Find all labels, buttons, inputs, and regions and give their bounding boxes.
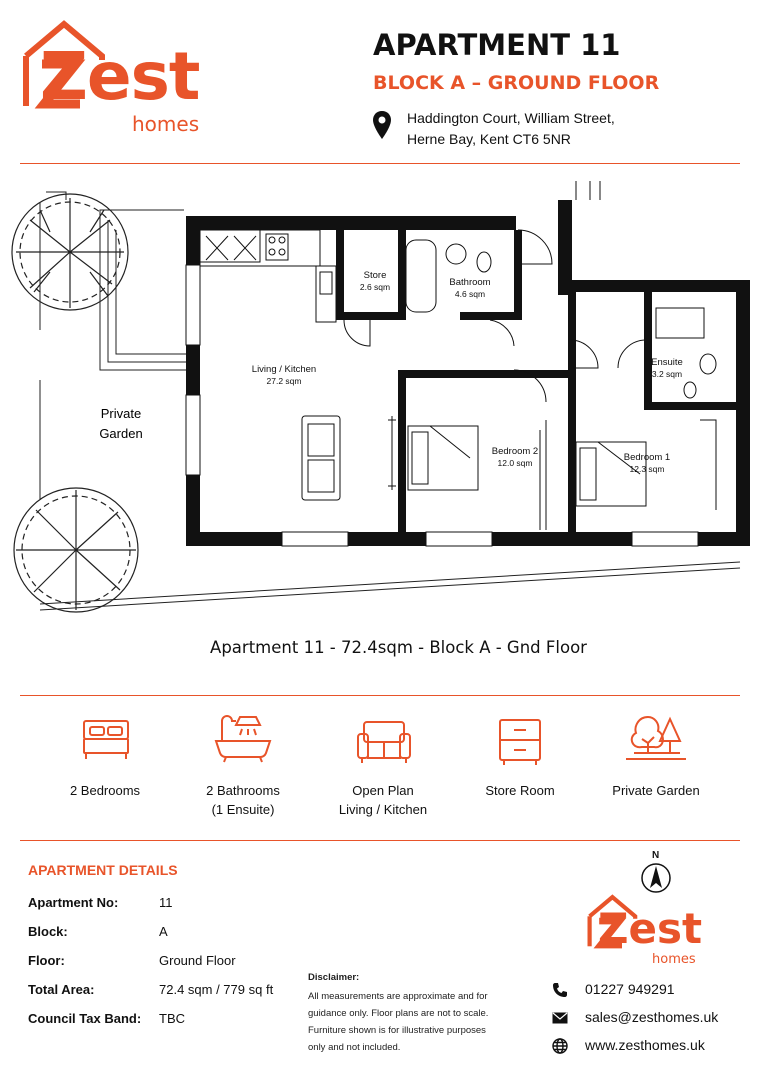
page-subtitle: BLOCK A – GROUND FLOOR: [373, 72, 660, 94]
windows: [186, 265, 698, 546]
room-bathroom: Bathroom 4.6 sqm: [449, 277, 491, 299]
globe-icon: [552, 1038, 568, 1054]
room-ensuite: Ensuite 3.2 sqm: [651, 357, 683, 379]
location-pin-icon: [372, 110, 392, 140]
address-line-2: Herne Bay, Kent CT6 5NR: [407, 131, 571, 147]
feature-bathrooms: 2 Bathrooms (1 Ensuite): [206, 783, 280, 817]
disclaimer-line: only and not included.: [308, 1042, 401, 1053]
tree-icon: [14, 488, 138, 612]
brand-logo-bottom: [586, 890, 716, 970]
floor-plan: [0, 180, 764, 620]
brand-name: Zest: [40, 38, 200, 115]
contact-phone[interactable]: 01227 949291: [585, 981, 675, 997]
disclaimer-line: guidance only. Floor plans are not to scale.: [308, 1008, 489, 1019]
brand-sub: homes: [652, 952, 696, 967]
disclaimer-line: All measurements are approximate and for: [308, 991, 488, 1002]
brand-name: Zest: [598, 904, 703, 953]
address-line-1: Haddington Court, William Street,: [407, 110, 615, 126]
details-heading: APARTMENT DETAILS: [28, 862, 178, 878]
phone-icon: [552, 982, 568, 998]
garden-label: Private: [100, 406, 142, 421]
bath-icon: [214, 713, 272, 763]
plan-caption: Apartment 11 - 72.4sqm - Block A - Gnd Floor: [210, 638, 587, 657]
feature-bedrooms: 2 Bedrooms: [69, 783, 141, 798]
detail-value: A: [159, 924, 168, 939]
detail-value: Ground Floor: [159, 953, 236, 968]
detail-label: Floor:: [28, 953, 65, 968]
tree-icon: [12, 194, 128, 310]
divider-top: [20, 163, 740, 164]
detail-label: Apartment No:: [28, 895, 119, 910]
divider-bottom: [20, 840, 740, 841]
sofa-icon: [356, 720, 412, 764]
brand-sub: homes: [132, 112, 200, 136]
contact-email[interactable]: sales@zesthomes.uk: [585, 1009, 719, 1025]
detail-value: 11: [159, 895, 173, 910]
room-living-kitchen: Living / Kitchen 27.2 sqm: [251, 364, 317, 386]
page-title: APARTMENT 11: [373, 28, 621, 62]
bed-icon: [82, 717, 130, 761]
brand-logo-top: [20, 18, 220, 138]
detail-label: Block:: [28, 924, 68, 939]
room-bedroom-2: Bedroom 2 12.0 sqm: [491, 446, 539, 468]
disclaimer-heading: Disclaimer:: [308, 972, 360, 983]
room-store: Store 2.6 sqm: [359, 270, 391, 292]
room-bedroom-1: Bedroom 1 12.3 sqm: [623, 452, 671, 474]
divider-middle: [20, 695, 740, 696]
contact-web[interactable]: www.zesthomes.uk: [585, 1037, 705, 1053]
feature-private-garden: Private Garden: [612, 783, 700, 798]
email-icon: [552, 1012, 568, 1024]
trees-icon: [624, 713, 688, 765]
garden-boundary: [40, 192, 740, 610]
detail-label: Total Area:: [28, 982, 95, 997]
detail-value: TBC: [159, 1011, 185, 1026]
garden-label: Garden: [99, 426, 143, 441]
feature-store-room: Store Room: [485, 783, 555, 798]
detail-value: 72.4 sqm / 779 sq ft: [159, 982, 274, 997]
compass-label: N: [652, 850, 660, 861]
feature-living-kitchen: Open Plan Living / Kitchen: [338, 783, 428, 817]
furniture: [200, 181, 716, 530]
cabinet-icon: [498, 718, 542, 766]
detail-label: Council Tax Band:: [28, 1011, 142, 1026]
disclaimer-line: Furniture shown is for illustrative purposes: [308, 1025, 486, 1036]
